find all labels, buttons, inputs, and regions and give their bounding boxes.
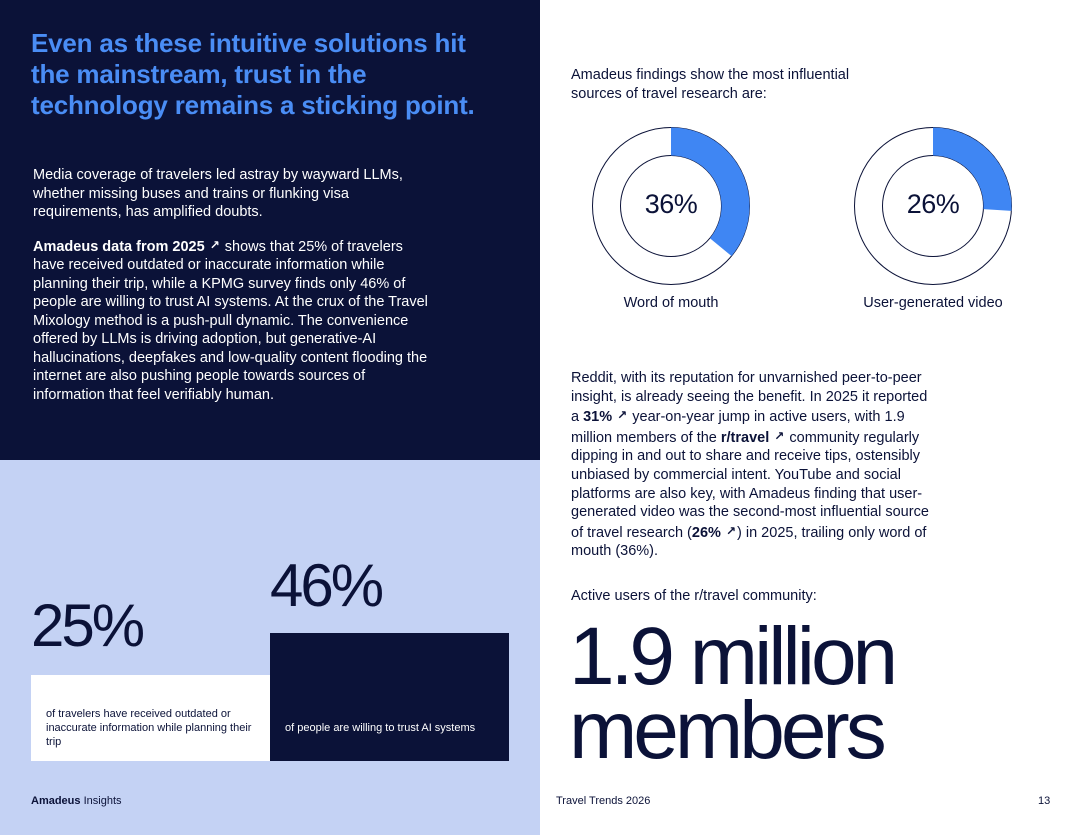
reddit-text-4: ) in 2025, trailing only word of mouth (36%). [571,524,927,560]
word-of-mouth-label: Word of mouth [623,295,719,311]
stat-46-caption: of people are willing to trust AI systems [285,722,476,734]
footer-title: Travel Trends 2026 [556,795,651,807]
external-link-icon[interactable]: ↗ [617,408,628,423]
page-number: 13 [1038,795,1051,807]
video-stat-link[interactable]: 26% [691,524,721,541]
reddit-text-3: community regularly dipping in and out to share and receive tips, ostensibly unbiased by commercial intent. YouTube and social platforms are also key, with Amadeus finding that user-generated video was the second-most influential source of travel research ( [571,429,929,541]
intro-paragraph-1: Media coverage of travelers led astray by wayward LLMs, whether missing buses and trains or flunking visa requirements, has amplified doubts. [33,167,403,220]
stat-46-card [270,633,509,761]
user-generated-video-value: 26% [906,189,960,219]
stat-25-card [31,675,270,761]
chart-heading: Amadeus findings show the most influential sources of travel research are: [571,67,850,102]
footer-brand [31,795,122,807]
r-travel-link[interactable]: r/travel [720,429,770,446]
page-headline: Even as these intuitive solutions hit the mainstream, trust in the technology remains a sticking point. [31,28,475,120]
reddit-text-1: Reddit, with its reputation for unvarnished peer-to-peer insight, is already seeing the benefit. In 2025 it reported a [571,370,928,426]
stat-25-value: 25% [31,592,143,659]
external-link-icon[interactable]: ↗ [209,237,220,252]
brand-name: Amadeus [31,795,81,807]
reddit-text-2: year-on-year jump in active users, with 1.9 million members of the [571,409,905,446]
active-users-label: Active users of the r/travel community: [571,588,817,604]
members-word: members [569,685,883,776]
word-of-mouth-value: 36% [644,189,698,219]
reddit-paragraph [571,369,931,561]
user-generated-video-label: User-generated video [863,295,1003,311]
reddit-growth-link[interactable]: 31% [583,409,613,426]
intro-text [33,166,433,418]
intro-paragraph-2 [33,236,433,405]
brand-suffix: Insights [83,795,122,807]
intro-paragraph-2-text: shows that 25% of travelers have received outdated or inaccurate information while planning their trip, while a KPMG survey finds only 46% of people are willing to trust AI systems. At the crux of the Travel Mixology method is a push-pull dynamic. The convenience offered by LLMs is driving adoption, but generative-AI hallucinations, deepfakes and low-quality content flooding the internet are also pushing people towards sources of information that feel verifiably human. [33,238,428,403]
stat-46-value: 46% [270,552,382,619]
external-link-icon[interactable]: ↗ [774,428,785,443]
members-count: 1.9 million [569,611,895,702]
stat-25-caption: of travelers have received outdated or inaccurate information while planning their trip [46,708,252,748]
amadeus-data-link[interactable]: Amadeus data from 2025 [33,238,205,255]
external-link-icon[interactable]: ↗ [725,523,737,538]
members-big-number [569,611,1069,776]
